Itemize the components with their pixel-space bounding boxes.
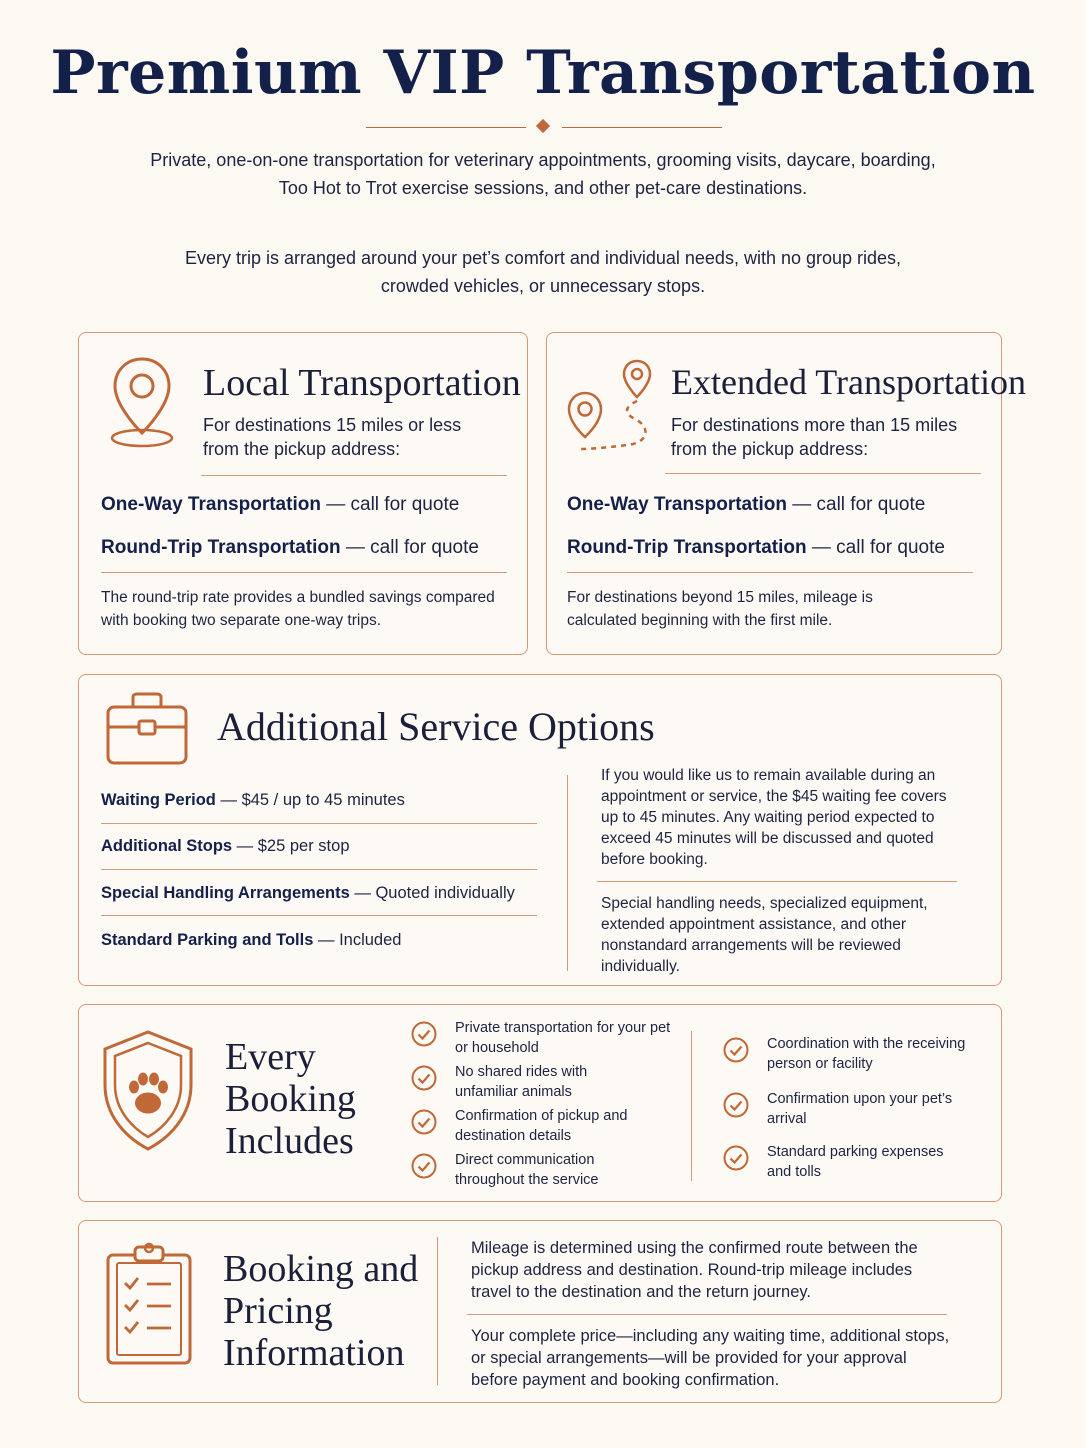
map-pin-icon	[109, 355, 175, 451]
check-circle-icon	[411, 1153, 437, 1179]
local-transportation-card	[78, 332, 528, 655]
additional-options-card	[78, 674, 1002, 986]
check-circle-icon	[723, 1037, 749, 1063]
includes-title-line-3: Includes	[225, 1120, 354, 1162]
local-note: The round-trip rate provides a bundled savings compared with booking two separate one-way trips.	[101, 589, 495, 629]
extended-title: Extended Transportation	[671, 362, 1026, 402]
price-approval-note: Your complete price—including any waiting time, additional stops, or special arrangements—will be provided for your approval before payment and booking confirmation.	[471, 1327, 950, 1389]
route-icon	[565, 357, 657, 457]
extended-one-way-row: One-Way Transportation — call for quote	[567, 494, 926, 515]
option-row-parking: Standard Parking and Tolls — Included	[101, 931, 402, 949]
includes-title-line-2: Booking	[225, 1078, 356, 1120]
local-one-way-row: One-Way Transportation — call for quote	[101, 494, 460, 515]
check-circle-icon	[411, 1021, 437, 1047]
booking-title-line-1: Booking and	[223, 1248, 419, 1290]
title-ornament	[0, 118, 1086, 138]
special-handling-note: Special handling needs, specialized equipment, extended appointment assistance, and other nonstandard arrangements will be reviewed individually.	[601, 895, 928, 975]
intro-paragraph-2: Every trip is arranged around your pet’s comfort and individual needs, with no group rides, crowded vehicles, or unnecessary stops.	[184, 248, 902, 296]
diamond-icon	[536, 119, 550, 133]
mileage-note: Mileage is determined using the confirmed route between the pickup address and destination. Round-trip mileage includes travel to the destination and the return journey.	[471, 1239, 918, 1301]
clipboard-checklist-icon	[105, 1241, 193, 1367]
option-row-stops: Additional Stops — $25 per stop	[101, 837, 350, 855]
extended-note: For destinations beyond 15 miles, mileage is calculated beginning with the first mile.	[567, 589, 873, 629]
check-circle-icon	[723, 1092, 749, 1118]
booking-title-line-3: Information	[223, 1332, 405, 1374]
booking-includes-card: Every Booking Includes Private transportation for your pet or household No shared rides with unfamiliar animals Confirmation of pickup and destination details Direct communication throughout the service Coordination with the receiving person or facility Confirmation upon your pet’s arrival Standard parking expenses and tolls	[78, 1004, 1002, 1202]
options-title: Additional Service Options	[217, 704, 655, 749]
extended-round-trip-row: Round-Trip Transportation — call for quote	[567, 537, 945, 558]
intro-paragraph-1: Private, one-on-one transportation for veterinary appointments, grooming visits, daycare, boarding, Too Hot to Trot exercise sessions, and other pet-care destinations.	[150, 150, 936, 198]
local-subtitle: For destinations 15 miles or less from the pickup address:	[203, 415, 462, 459]
check-circle-icon	[411, 1065, 437, 1091]
booking-pricing-card	[78, 1220, 1002, 1403]
booking-title-line-2: Pricing	[223, 1290, 333, 1332]
option-row-handling: Special Handling Arrangements — Quoted individually	[101, 884, 515, 902]
paw-shield-icon	[101, 1029, 195, 1153]
check-circle-icon	[723, 1145, 749, 1171]
check-circle-icon	[411, 1109, 437, 1135]
extended-subtitle: For destinations more than 15 miles from the pickup address:	[671, 415, 958, 459]
option-row-waiting: Waiting Period — $45 / up to 45 minutes	[101, 791, 405, 809]
page-title: Premium VIP Transportation	[50, 38, 1036, 108]
includes-title-line-1: Every	[225, 1036, 316, 1078]
waiting-fee-note: If you would like us to remain available during an appointment or service, the $45 waiting fee covers up to 45 minutes. Any waiting period expected to exceed 45 minutes will be discussed and quoted before booking.	[601, 767, 947, 868]
extended-transportation-card	[546, 332, 1026, 655]
local-title: Local Transportation	[203, 362, 521, 404]
briefcase-icon	[105, 691, 189, 767]
local-round-trip-row: Round-Trip Transportation — call for quote	[101, 537, 479, 558]
